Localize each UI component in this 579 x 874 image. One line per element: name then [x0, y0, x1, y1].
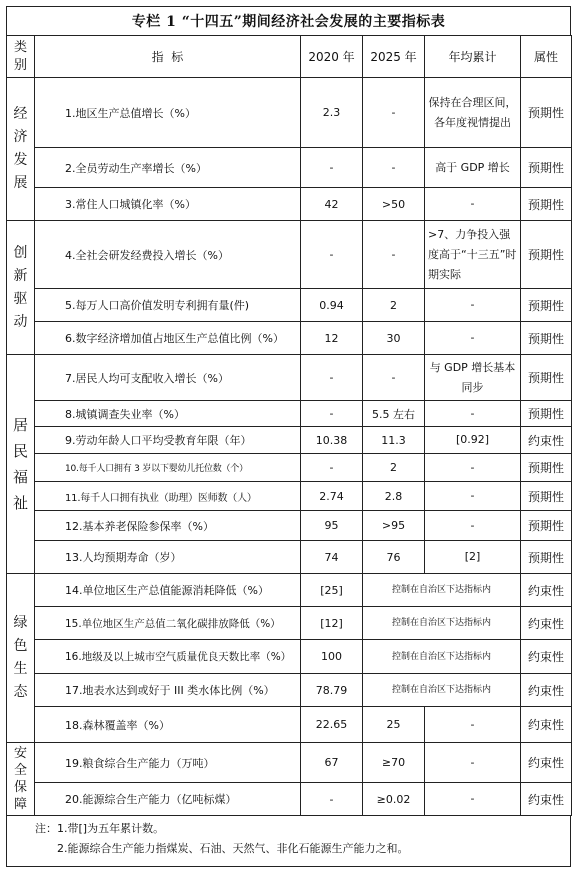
indicator-cell: 3.常住人口城镇化率（%）	[35, 188, 301, 221]
category-green	[7, 574, 35, 743]
header-attr: 属性	[521, 36, 572, 78]
value-avg: -	[425, 482, 521, 511]
value-2020: 74	[301, 541, 363, 574]
value-attr: 约束性	[521, 640, 572, 674]
table-notes	[6, 815, 571, 867]
indicator-cell: 12.基本养老保险参保率（%）	[35, 511, 301, 541]
header-category: 类别	[7, 36, 35, 78]
table-row	[7, 427, 572, 454]
value-2025: -	[363, 355, 425, 401]
category-char: 居	[12, 416, 28, 434]
value-2020: 10.38	[301, 427, 363, 454]
value-avg: -	[425, 454, 521, 482]
value-attr: 预期性	[521, 541, 572, 574]
value-attr: 约束性	[521, 707, 572, 743]
indicator-cell: 2.全员劳动生产率增长（%）	[35, 148, 301, 188]
value-attr: 预期性	[521, 482, 572, 511]
value-attr: 约束性	[521, 783, 572, 816]
category-char: 动	[13, 313, 28, 330]
value-avg: -	[425, 707, 521, 743]
value-2020: [12]	[301, 607, 363, 640]
table-row	[7, 221, 572, 289]
value-avg: -	[425, 743, 521, 783]
header-2020: 2020 年	[301, 36, 363, 78]
table-row	[7, 482, 572, 511]
category-char: 创	[13, 244, 28, 261]
category-char: 生	[13, 661, 28, 677]
table-row	[7, 541, 572, 574]
indicator-cell: 4.全社会研发经费投入增长（%）	[35, 221, 301, 289]
value-2020: -	[301, 221, 363, 289]
category-char: 绿	[13, 615, 28, 631]
value-avg: -	[425, 511, 521, 541]
value-2020: 95	[301, 511, 363, 541]
value-2025: 76	[363, 541, 425, 574]
value-attr: 约束性	[521, 574, 572, 607]
value-attr: 预期性	[521, 401, 572, 427]
category-char: 安	[13, 746, 27, 761]
indicator-cell: 11.每千人口拥有执业（助理）医师数（人）	[35, 482, 301, 511]
value-2025: 2	[363, 289, 425, 322]
value-attr: 约束性	[521, 607, 572, 640]
table-row	[7, 289, 572, 322]
value-2020: -	[301, 783, 363, 816]
value-2025: ≥0.02	[363, 783, 425, 816]
value-2025: 25	[363, 707, 425, 743]
table-title: 专栏 1 “十四五”期间经济社会发展的主要指标表	[6, 6, 571, 36]
indicator-cell: 20.能源综合生产能力（亿吨标煤）	[35, 783, 301, 816]
value-2025: 5.5 左右	[363, 401, 425, 427]
value-2020: [25]	[301, 574, 363, 607]
indicator-cell: 18.森林覆盖率（%）	[35, 707, 301, 743]
value-2025: -	[363, 78, 425, 148]
value-2025: 2	[363, 454, 425, 482]
indicator-cell: 17.地表水达到或好于 III 类水体比例（%）	[35, 674, 301, 707]
value-avg: 高于 GDP 增长	[425, 148, 521, 188]
value-avg: [2]	[425, 541, 521, 574]
value-attr: 约束性	[521, 427, 572, 454]
category-char: 经	[13, 106, 28, 122]
value-avg: -	[425, 322, 521, 355]
table-row	[7, 148, 572, 188]
header-row	[7, 36, 572, 78]
value-avg: -	[425, 783, 521, 816]
value-2025: >95	[363, 511, 425, 541]
value-attr: 预期性	[521, 454, 572, 482]
value-2020: -	[301, 454, 363, 482]
category-char: 全	[13, 763, 27, 778]
value-2025-avg-merged: 控制在自治区下达指标内	[363, 607, 521, 640]
value-avg: -	[425, 188, 521, 221]
value-avg: -	[425, 401, 521, 427]
table-row	[7, 188, 572, 221]
table-row	[7, 607, 572, 640]
table-row	[7, 674, 572, 707]
table-row	[7, 78, 572, 148]
value-2020: 2.3	[301, 78, 363, 148]
indicator-cell: 15.单位地区生产总值二氧化碳排放降低（%）	[35, 607, 301, 640]
value-attr: 约束性	[521, 743, 572, 783]
indicator-table	[6, 35, 572, 816]
header-avg: 年均累计	[425, 36, 521, 78]
category-char: 济	[13, 129, 28, 145]
value-attr: 约束性	[521, 674, 572, 707]
indicator-cell: 10.每千人口拥有 3 岁以下婴幼儿托位数（个）	[35, 454, 301, 482]
value-2020: -	[301, 401, 363, 427]
table-row	[7, 454, 572, 482]
value-2025: ≥70	[363, 743, 425, 783]
value-2025-avg-merged: 控制在自治区下达指标内	[363, 640, 521, 674]
table-row	[7, 707, 572, 743]
value-avg: >7、力争投入强度高于“十三五”时期实际	[425, 221, 521, 289]
category-char: 发	[13, 152, 28, 168]
value-avg: 保持在合理区间，各年度视情提出	[425, 78, 521, 148]
category-livelihood	[7, 355, 35, 574]
value-2020: 67	[301, 743, 363, 783]
category-economy	[7, 78, 35, 221]
value-avg: 与 GDP 增长基本同步	[425, 355, 521, 401]
value-2020: 12	[301, 322, 363, 355]
category-char: 态	[13, 684, 28, 700]
value-2025: 30	[363, 322, 425, 355]
indicator-cell: 6.数字经济增加值占地区生产总值比例（%）	[35, 322, 301, 355]
category-char: 新	[13, 267, 28, 284]
value-2020: 78.79	[301, 674, 363, 707]
indicator-cell: 19.粮食综合生产能力（万吨）	[35, 743, 301, 783]
note-2: 2.能源综合生产能力指煤炭、石油、天然气、非化石能源生产能力之和。	[57, 842, 409, 855]
indicator-cell: 1.地区生产总值增长（%）	[35, 78, 301, 148]
header-indicator: 指 标	[35, 36, 301, 78]
value-2025-avg-merged: 控制在自治区下达指标内	[363, 574, 521, 607]
value-attr: 预期性	[521, 511, 572, 541]
table-row	[7, 355, 572, 401]
table-row	[7, 401, 572, 427]
value-attr: 预期性	[521, 188, 572, 221]
value-2025: -	[363, 221, 425, 289]
table-row	[7, 322, 572, 355]
value-2020: -	[301, 148, 363, 188]
indicator-cell: 14.单位地区生产总值能源消耗降低（%）	[35, 574, 301, 607]
indicator-cell: 13.人均预期寿命（岁）	[35, 541, 301, 574]
category-char: 福	[12, 468, 28, 486]
value-2025-avg-merged: 控制在自治区下达指标内	[363, 674, 521, 707]
indicator-cell: 9.劳动年龄人口平均受教育年限（年）	[35, 427, 301, 454]
header-2025: 2025 年	[363, 36, 425, 78]
category-char: 民	[12, 442, 28, 460]
indicator-cell: 7.居民人均可支配收入增长（%）	[35, 355, 301, 401]
value-2020: -	[301, 355, 363, 401]
value-2020: 42	[301, 188, 363, 221]
indicator-cell: 5.每万人口高价值发明专利拥有量(件)	[35, 289, 301, 322]
value-attr: 预期性	[521, 322, 572, 355]
category-innovation	[7, 221, 35, 355]
value-attr: 预期性	[521, 78, 572, 148]
table-row	[7, 783, 572, 816]
indicator-cell: 16.地级及以上城市空气质量优良天数比率（%）	[35, 640, 301, 674]
value-attr: 预期性	[521, 221, 572, 289]
value-avg: -	[425, 289, 521, 322]
category-char: 驱	[13, 290, 28, 307]
value-2025: 11.3	[363, 427, 425, 454]
table-row	[7, 640, 572, 674]
category-char: 展	[13, 175, 28, 191]
category-char: 祉	[12, 494, 28, 512]
category-char: 障	[13, 797, 27, 812]
value-2020: 22.65	[301, 707, 363, 743]
value-attr: 预期性	[521, 355, 572, 401]
indicator-cell: 8.城镇调查失业率（%）	[35, 401, 301, 427]
value-2020: 2.74	[301, 482, 363, 511]
table-row	[7, 511, 572, 541]
table-row	[7, 574, 572, 607]
value-avg: [0.92]	[425, 427, 521, 454]
value-2020: 100	[301, 640, 363, 674]
value-attr: 预期性	[521, 289, 572, 322]
value-2025: -	[363, 148, 425, 188]
value-2025: 2.8	[363, 482, 425, 511]
note-1: 注：1.带[]为五年累计数。	[35, 822, 165, 835]
category-char: 色	[13, 638, 28, 654]
value-2020: 0.94	[301, 289, 363, 322]
category-char: 保	[13, 780, 27, 795]
table-row	[7, 743, 572, 783]
category-security	[7, 743, 35, 816]
value-2025: >50	[363, 188, 425, 221]
value-attr: 预期性	[521, 148, 572, 188]
